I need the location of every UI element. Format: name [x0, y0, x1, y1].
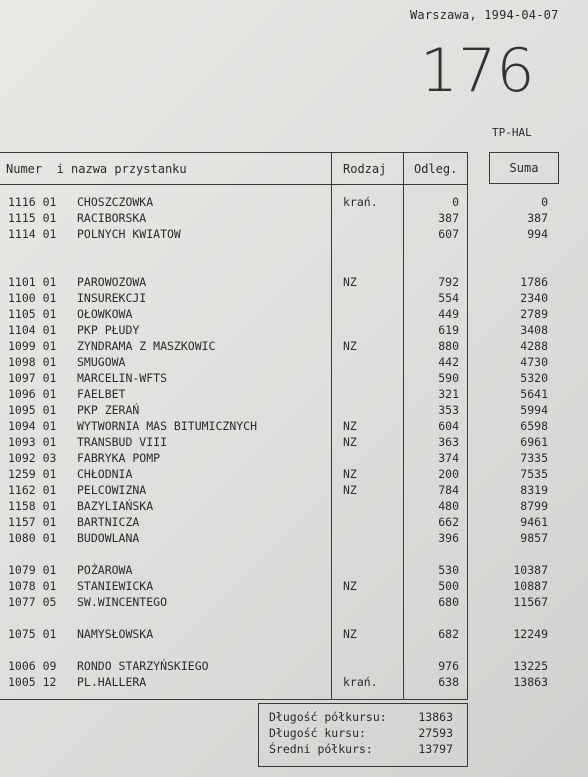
stop-type: NZ [343, 339, 357, 353]
stop-cumulative-sum: 1786 [520, 275, 548, 289]
stop-id: 1006 09 [8, 659, 57, 673]
stop-distance: 680 [438, 595, 459, 609]
stop-id: 1259 01 [8, 467, 57, 481]
stop-name: BARTNICZA [77, 515, 140, 529]
stop-type: NZ [343, 435, 357, 449]
stop-id: 1097 01 [8, 371, 57, 385]
stop-cumulative-sum: 2340 [520, 291, 548, 305]
stop-type: krań. [343, 195, 378, 209]
stop-type: krań. [343, 675, 378, 689]
location-date: Warszawa, 1994-04-07 [410, 8, 559, 22]
stop-distance: 442 [438, 355, 459, 369]
stop-cumulative-sum: 13863 [513, 675, 548, 689]
stop-type: NZ [343, 275, 357, 289]
stop-distance: 607 [438, 227, 459, 241]
stop-row [0, 290, 588, 306]
stop-name: POLNYCH KWIATOW [77, 227, 181, 241]
stop-name: CHŁODNIA [77, 467, 133, 481]
summary-box [258, 703, 468, 767]
stop-id: 1093 01 [8, 435, 57, 449]
stop-cumulative-sum: 5320 [520, 371, 548, 385]
stop-cumulative-sum: 2789 [520, 307, 548, 321]
stop-distance: 353 [438, 403, 459, 417]
stop-type: NZ [343, 467, 357, 481]
stop-cumulative-sum: 4730 [520, 355, 548, 369]
summary-value: 13797 [418, 742, 453, 756]
stop-row [0, 530, 588, 546]
stop-row [0, 274, 588, 290]
summary-half-course [259, 710, 467, 725]
stop-name: PKP PŁUDY [77, 323, 140, 337]
stop-name: PELCOWIZNA [77, 483, 147, 497]
summary-value: 27593 [418, 726, 453, 740]
stop-distance: 449 [438, 307, 459, 321]
stop-distance: 374 [438, 451, 459, 465]
column-header-sum: Suma [509, 161, 539, 175]
stop-row [0, 338, 588, 354]
stop-distance: 792 [438, 275, 459, 289]
stop-row [0, 434, 588, 450]
stop-distance: 321 [438, 387, 459, 401]
stop-name: RACIBORSKA [77, 211, 147, 225]
stop-distance: 604 [438, 419, 459, 433]
stop-row [0, 514, 588, 530]
stop-id: 1077 05 [8, 595, 57, 609]
stop-cumulative-sum: 994 [527, 227, 548, 241]
stop-id: 1116 01 [8, 195, 57, 209]
stop-type: NZ [343, 579, 357, 593]
stop-distance: 638 [438, 675, 459, 689]
stop-name: STANIEWICKA [77, 579, 154, 593]
stop-type: NZ [343, 419, 357, 433]
stop-distance: 784 [438, 483, 459, 497]
summary-label: Średni półkurs: [269, 742, 373, 756]
stop-distance: 662 [438, 515, 459, 529]
stop-distance: 976 [438, 659, 459, 673]
stop-row [0, 674, 588, 690]
stop-name: SMUGOWA [77, 355, 126, 369]
stop-cumulative-sum: 6598 [520, 419, 548, 433]
stop-row [0, 482, 588, 498]
stop-name: CHOSZCZOWKA [77, 195, 154, 209]
stop-name: BUDOWLANA [77, 531, 140, 545]
stop-id: 1157 01 [8, 515, 57, 529]
stop-name: NAMYSŁOWSKA [77, 627, 154, 641]
column-header-type: Rodzaj [343, 162, 387, 176]
stop-id: 1080 01 [8, 531, 57, 545]
stop-cumulative-sum: 5641 [520, 387, 548, 401]
stop-row [0, 386, 588, 402]
stop-name: PL.HALLERA [77, 675, 147, 689]
stop-row [0, 354, 588, 370]
stop-cumulative-sum: 3408 [520, 323, 548, 337]
summary-course [259, 726, 467, 741]
stop-name: PAROWOZOWA [77, 275, 147, 289]
summary-label: Długość półkursu: [269, 710, 387, 724]
stop-row [0, 450, 588, 466]
stop-id: 1079 01 [8, 563, 57, 577]
column-header-distance: Odleg. [414, 162, 458, 176]
stop-name: RONDO STARZYŃSKIEGO [77, 659, 209, 673]
stop-distance: 590 [438, 371, 459, 385]
stop-cumulative-sum: 8319 [520, 483, 548, 497]
stop-id: 1075 01 [8, 627, 57, 641]
stop-id: 1096 01 [8, 387, 57, 401]
summary-label: Długość kursu: [269, 726, 366, 740]
stop-distance: 500 [438, 579, 459, 593]
stop-distance: 880 [438, 339, 459, 353]
stop-type: NZ [343, 483, 357, 497]
stop-cumulative-sum: 7335 [520, 451, 548, 465]
stop-id: 1104 01 [8, 323, 57, 337]
summary-value: 13863 [418, 710, 453, 724]
stop-cumulative-sum: 12249 [513, 627, 548, 641]
stop-name: TRANSBUD VIII [77, 435, 168, 449]
stop-name: SW.WINCENTEGO [77, 595, 168, 609]
stop-cumulative-sum: 8799 [520, 499, 548, 513]
stop-id: 1114 01 [8, 227, 57, 241]
stop-name: FAELBET [77, 387, 126, 401]
line-number: 176 [420, 36, 535, 106]
stop-type: NZ [343, 627, 357, 641]
stop-row [0, 578, 588, 594]
stop-name: ZYNDRAMA Z MASZKOWIC [77, 339, 216, 353]
stop-name: WYTWORNIA MAS BITUMICZNYCH [77, 419, 258, 433]
stop-cumulative-sum: 9857 [520, 531, 548, 545]
stop-row [0, 466, 588, 482]
stop-cumulative-sum: 9461 [520, 515, 548, 529]
stop-name: PKP ZERAŃ [77, 403, 140, 417]
stop-id: 1100 01 [8, 291, 57, 305]
stop-row [0, 306, 588, 322]
stop-row [0, 626, 588, 642]
stop-row [0, 562, 588, 578]
column-header-number-name: Numer i nazwa przystanku [6, 162, 187, 176]
stop-row [0, 226, 588, 242]
stop-row [0, 210, 588, 226]
stop-id: 1094 01 [8, 419, 57, 433]
stop-distance: 363 [438, 435, 459, 449]
stop-row [0, 594, 588, 610]
stop-row [0, 370, 588, 386]
summary-average [259, 742, 467, 757]
stop-distance: 200 [438, 467, 459, 481]
stop-distance: 0 [452, 195, 459, 209]
stop-cumulative-sum: 387 [527, 211, 548, 225]
stop-distance: 480 [438, 499, 459, 513]
stop-cumulative-sum: 5994 [520, 403, 548, 417]
stop-cumulative-sum: 0 [541, 195, 548, 209]
stop-cumulative-sum: 11567 [513, 595, 548, 609]
stop-id: 1162 01 [8, 483, 57, 497]
stop-row [0, 498, 588, 514]
stop-name: OŁOWKOWA [77, 307, 133, 321]
stop-name: BAZYLIAŃSKA [77, 499, 154, 513]
stop-cumulative-sum: 13225 [513, 659, 548, 673]
stop-distance: 387 [438, 211, 459, 225]
stop-id: 1005 12 [8, 675, 57, 689]
stop-id: 1095 01 [8, 403, 57, 417]
stop-id: 1092 03 [8, 451, 57, 465]
stop-distance: 682 [438, 627, 459, 641]
stop-id: 1115 01 [8, 211, 57, 225]
stop-id: 1098 01 [8, 355, 57, 369]
stop-row [0, 402, 588, 418]
stop-id: 1105 01 [8, 307, 57, 321]
stop-cumulative-sum: 6961 [520, 435, 548, 449]
stop-row [0, 322, 588, 338]
stop-name: FABRYKA POMP [77, 451, 161, 465]
stop-row [0, 658, 588, 674]
stop-name: INSUREKCJI [77, 291, 147, 305]
stop-cumulative-sum: 10387 [513, 563, 548, 577]
stop-distance: 396 [438, 531, 459, 545]
stop-cumulative-sum: 10887 [513, 579, 548, 593]
stop-id: 1158 01 [8, 499, 57, 513]
stop-distance: 530 [438, 563, 459, 577]
stop-cumulative-sum: 4288 [520, 339, 548, 353]
stop-cumulative-sum: 7535 [520, 467, 548, 481]
stop-id: 1099 01 [8, 339, 57, 353]
stop-row [0, 418, 588, 434]
stop-distance: 619 [438, 323, 459, 337]
operator-code: TP-HAL [492, 126, 532, 139]
stop-id: 1101 01 [8, 275, 57, 289]
stop-name: POŻAROWA [77, 563, 133, 577]
stop-name: MARCELIN-WFTS [77, 371, 168, 385]
stop-row [0, 194, 588, 210]
stop-distance: 554 [438, 291, 459, 305]
stop-id: 1078 01 [8, 579, 57, 593]
